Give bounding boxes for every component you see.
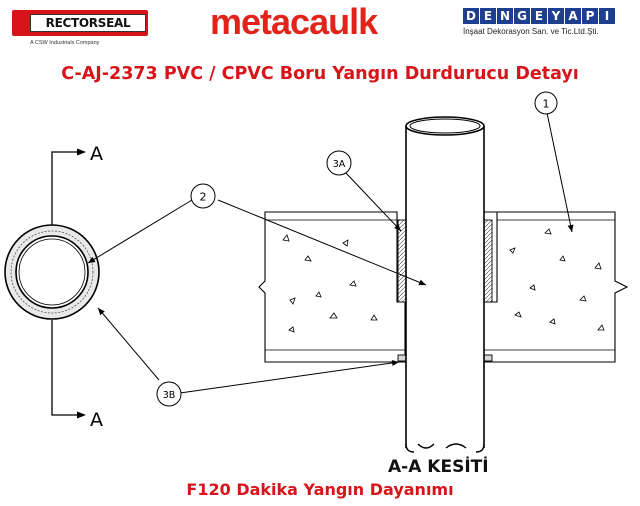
rectorseal-logo-text: RECTORSEAL [30, 14, 146, 32]
callout-1-label: 1 [542, 97, 550, 111]
dengeyapi-letter: D [463, 8, 479, 24]
dengeyapi-letter: Y [548, 8, 564, 24]
section-arrow-bottom [77, 412, 86, 419]
dengeyapi-letter: P [582, 8, 598, 24]
dengeyapi-letter: A [565, 8, 581, 24]
callout-1 [535, 92, 557, 114]
pipe-plan-view [5, 225, 99, 319]
metacaulk-logo: metacaulk [210, 1, 378, 42]
callout-3a-label: 3A [332, 159, 346, 170]
page-title: C-AJ-2373 PVC / CPVC Boru Yangın Durdurucu Detayı [61, 64, 579, 84]
pipe-section-view [406, 117, 484, 452]
callout-3a [327, 151, 351, 175]
section-arrow-top [77, 149, 86, 156]
wall-right [482, 212, 627, 362]
callout-2-label: 2 [199, 190, 207, 204]
dengeyapi-letter: G [514, 8, 530, 24]
callout-3b [157, 382, 181, 406]
wall-left [259, 212, 405, 362]
rectorseal-tagline: A CSW Industrials Company [30, 40, 100, 46]
section-marker-top-label: A [90, 143, 103, 165]
dengeyapi-letter: E [531, 8, 547, 24]
dengeyapi-tagline: İnşaat Dekorasyon San. ve Tic.Ltd.Şti. [463, 27, 599, 36]
callout-3b-label: 3B [162, 390, 176, 401]
dengeyapi-letter: N [497, 8, 513, 24]
fire-rating-subtitle: F120 Dakika Yangın Dayanımı [186, 480, 454, 499]
dengeyapi-letter: E [480, 8, 496, 24]
section-label: A-A KESİTİ [388, 457, 489, 477]
section-marker-bottom-label: A [90, 409, 103, 431]
callout-2 [191, 184, 215, 208]
dengeyapi-letter: I [599, 8, 615, 24]
